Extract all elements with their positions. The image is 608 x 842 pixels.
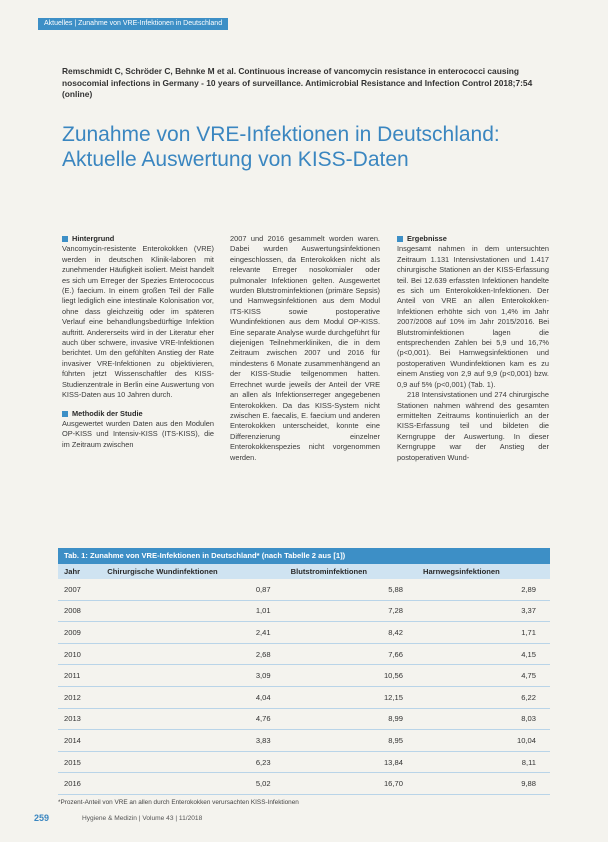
table-row [58, 622, 550, 644]
col-header-blutstrominfektionen: Blutstrominfektionen [285, 564, 417, 579]
table-cell-value: 13,84 [285, 751, 417, 773]
table-cell-value: 10,56 [285, 665, 417, 687]
text-hintergrund: Vancomycin-resistente Enterokokken (VRE) werden in deutschen Klinik-laboren mit zunehmender Häufigkeit isoliert. Meist handelt es sich um Erreger der Spezies Enterococcus (E.) faecium. In einem großen Teil der Fälle liegt lediglich eine intestinale Kolonisation vor, ohne dass gleichzeitig oder im späteren Verlauf eine behandlungsbedürftige Infektion auftritt. Andererseits wird in der Literatur eher auch über schwere, invasive VRE-Infektionen berichtet. Um den gefühlten Anstieg der Rate invasiver VRE-Infektionen zu objektivieren, führten jetzt Wissenschaftler des KISS-Studienzentrale in Berlin eine Auswertung von KISS-Daten aus 10 Jahren durch. [62, 244, 214, 400]
square-bullet-icon [397, 236, 403, 242]
table-cell-value: 10,04 [417, 730, 550, 752]
table-row [58, 600, 550, 622]
table-cell-value: 6,23 [101, 751, 284, 773]
column-3 [397, 234, 549, 463]
table-header-row [58, 564, 550, 579]
table-cell-year: 2013 [58, 708, 101, 730]
table-footnote: *Prozent-Anteil von VRE an allen durch Enterokokken verursachten KISS-Infektionen [58, 798, 299, 806]
text-methodik-continued: 2007 und 2016 gesammelt worden waren. Dabei wurden Auswertungsinfektionen eingeschlossen, da Enterokokken nicht als relevante Erreger nosokomialer oder pulmonaler Infektionen gelten. Ausgewertet wurden Blutstrominfektionen (primäre Sepsis) und Harnwegsinfektionen aus dem Modul ITS-KISS sowie postoperative Wundinfektionen aus dem Modul OP-KISS. Eine separate Analyse wurde durchgeführt für diejenigen Teilnehmerkliniken, die in dem Zeitraum zwischen 2007 und 2016 für mindestens 6 Monate zusammenhängend an der KISS-Studie teilgenommen hatten. Errechnet wurde jeweils der Anteil der VRE an allen als Infektionserreger angegebenen Enterokokken. Da das KISS-System nicht zwischen E. faecalis, E. faecium und anderen Enterokokken unterscheidet, konnte eine Differenzierung einzelner Enterokokkenspezies nicht vorgenommen werden. [230, 234, 380, 462]
text-ergebnisse: Insgesamt nahmen in dem untersuchten Zeitraum 1.131 Intensivstationen und 1.417 chirurgische Stationen an der KISS-Erfassung teil. Bei 12.639 erfassten Infektionen handelte es sich um Enterokokken-Infektionen. Der Anteil von VRE an allen Enterokokken-Infektionen erhöhte sich von 1,4% im Jahr 2007/2008 auf 10% im Jahr 2015/2016. Bei Blutstrominfektionen lagen die entsprechenden Zahlen bei 5,9 und 16,7% (p<0,001). Bei Harnwegsinfektionen und postoperativen Wundinfektionen kam es zu einem Anstieg von 2,9 auf 9,9 (p<0,001) bzw. 0,9 auf 5% (p<0,001) (Tab. 1). [397, 244, 549, 389]
table-cell-value: 5,88 [285, 579, 417, 600]
table-cell-value: 16,70 [285, 773, 417, 795]
table-cell-year: 2014 [58, 730, 101, 752]
journal-footer: Hygiene & Medizin | Volume 43 | 11/2018 [82, 815, 203, 822]
table-cell-value: 5,02 [101, 773, 284, 795]
table-cell-year: 2008 [58, 600, 101, 622]
table-cell-value: 1,71 [417, 622, 550, 644]
table-row [58, 730, 550, 752]
col-header-wundinfektionen: Chirurgische Wundinfektionen [101, 564, 284, 579]
table-cell-value: 8,42 [285, 622, 417, 644]
square-bullet-icon [62, 411, 68, 417]
table-cell-year: 2012 [58, 686, 101, 708]
table-row [58, 708, 550, 730]
heading-hintergrund-label: Hintergrund [72, 234, 115, 243]
table-cell-value: 2,41 [101, 622, 284, 644]
title-line-2: Aktuelle Auswertung von KISS-Daten [62, 148, 409, 171]
table-cell-value: 9,88 [417, 773, 550, 795]
heading-hintergrund [62, 234, 214, 244]
table-row [58, 643, 550, 665]
citation-reference: Remschmidt C, Schröder C, Behnke M et al. Continuous increase of vancomycin resistance in enterococci causing nosocomial infections in Germany - 10 years of surveillance. Antimicrobial Resistance and Infection Control 2018;7:54 (online) [62, 66, 533, 99]
title-line-1: Zunahme von VRE-Infektionen in Deutschland: [62, 123, 500, 146]
table-cell-value: 6,22 [417, 686, 550, 708]
text-ergebnisse-2: 218 Intensivstationen und 274 chirurgische Stationen nahmen während des gesamten ermittelten Zeitraums kontinuierlich an der KISS-Erfassung teil und bildeten die Kerngruppe der Auswertung. In dieser Kerngruppe war der Anstieg der postoperativen Wund- [397, 390, 549, 462]
table-cell-year: 2007 [58, 579, 101, 600]
column-1 [62, 234, 214, 450]
table-cell-value: 3,37 [417, 600, 550, 622]
table-cell-value: 1,01 [101, 600, 284, 622]
table-cell-value: 4,04 [101, 686, 284, 708]
article-title [62, 122, 562, 172]
table-cell-value: 8,99 [285, 708, 417, 730]
section-tag: Aktuelles | Zunahme von VRE-Infektionen in Deutschland [38, 18, 228, 30]
heading-methodik [62, 409, 214, 419]
col-header-harnwegsinfektionen: Harnwegsinfektionen [417, 564, 550, 579]
table-cell-value: 4,15 [417, 643, 550, 665]
table-cell-value: 3,09 [101, 665, 284, 687]
table-cell-year: 2016 [58, 773, 101, 795]
table-cell-value: 7,66 [285, 643, 417, 665]
table-cell-value: 4,76 [101, 708, 284, 730]
table-cell-year: 2015 [58, 751, 101, 773]
heading-methodik-label: Methodik der Studie [72, 408, 143, 418]
table-cell-value: 2,89 [417, 579, 550, 600]
table-cell-value: 12,15 [285, 686, 417, 708]
table-body [58, 579, 550, 794]
vre-table [58, 548, 550, 806]
table-cell-value: 0,87 [101, 579, 284, 600]
table-cell-year: 2009 [58, 622, 101, 644]
table-row [58, 579, 550, 600]
data-table [58, 564, 550, 795]
table-cell-value: 4,75 [417, 665, 550, 687]
heading-ergebnisse-label: Ergebnisse [407, 234, 447, 243]
text-methodik: Ausgewertet wurden Daten aus den Modulen OP-KISS und Intensiv-KISS (ITS-KISS), die im Zeitraum zwischen [62, 418, 214, 449]
table-row [58, 751, 550, 773]
col-header-jahr: Jahr [58, 564, 101, 579]
table-cell-value: 7,28 [285, 600, 417, 622]
column-2 [230, 234, 380, 463]
page-number: 259 [34, 813, 50, 823]
table-row [58, 686, 550, 708]
heading-ergebnisse [397, 234, 549, 244]
square-bullet-icon [62, 236, 68, 242]
table-cell-value: 3,83 [101, 730, 284, 752]
table-row [58, 665, 550, 687]
table-caption: Tab. 1: Zunahme von VRE-Infektionen in Deutschland* (nach Tabelle 2 aus [1]) [58, 548, 550, 564]
table-cell-year: 2010 [58, 643, 101, 665]
table-cell-year: 2011 [58, 665, 101, 687]
table-cell-value: 8,03 [417, 708, 550, 730]
table-row [58, 773, 550, 795]
table-cell-value: 2,68 [101, 643, 284, 665]
table-cell-value: 8,95 [285, 730, 417, 752]
table-cell-value: 8,11 [417, 751, 550, 773]
